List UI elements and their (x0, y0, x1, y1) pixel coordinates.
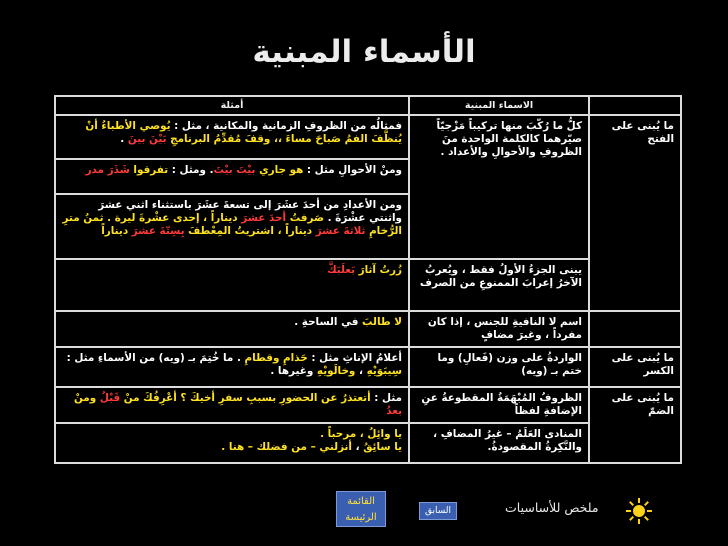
table-row (55, 115, 681, 159)
example-cell: زُرتُ آثارَ بَعلَبَكَّ (55, 259, 409, 311)
sun-icon[interactable] (625, 497, 653, 525)
example-line: يا وائِلُ ، مرحباً . (320, 428, 402, 440)
term-cell: يبنى الجزءُ الأولُ فقط ، ويُعربُ الآخرُ إعرابَ الممنوعِ من الصرف (409, 259, 589, 311)
navigation-bar (0, 491, 728, 541)
main-menu-button[interactable]: القائمة الرئيسة (336, 491, 386, 527)
term-cell: اسم لا النافيةِ للجنس ، إذا كان مفرداً ، وغيرَ مضافٍ (409, 311, 589, 347)
table-row (55, 311, 681, 347)
category-empty (589, 311, 681, 347)
term-cell: المنادى العَلَمُ – غيرُ المضافِ ، والنَّكِرةُ المقصودةُ. (409, 423, 589, 463)
previous-button[interactable]: السابق (419, 502, 457, 520)
category-fath: ما يُبنى على الفتح (589, 115, 681, 311)
header-examples: أمثلة (55, 96, 409, 115)
table-row (55, 387, 681, 423)
category-kasr: ما يُبنى على الكسر (589, 347, 681, 387)
example-line: يا سائِقُ ، أنزلني – من فضلك – هنا . (221, 441, 402, 453)
example-cell (55, 423, 409, 463)
term-cell: الواردةُ على وزن (فَعالِ) وما ختم بـ (ويه) (409, 347, 589, 387)
example-cell: ومنْ الأحوالِ مثل : هو جاري بيْتَ بيْتَ. ومثل : تفرقوا شَذَرَ مدر (55, 159, 409, 194)
table-row (55, 423, 681, 463)
example-cell: فمثالُه من الظروفِ الزمانية والمكانية ، مثل : يُوصي الأطباءُ أنْ يُنظَّفَ الفمُ صَباحَ مساءَ ،، وقفَ مُقدِّمُ البرنامجِ بَيْنَ بينَ . (55, 115, 409, 159)
slide-title: الأسماء المبنية (252, 34, 476, 70)
header-category (589, 96, 681, 115)
example-cell: أعلامُ الإناثِ مثل : حَذامِ وقطامِ . ما خُتِمَ بـ (ويه) من الأسماءِ مثل : سِيبَوَيْهِ ، وخالَويْهِ وغيرها . (55, 347, 409, 387)
term-compound: كلُّ ما رُكّبَ منها تركيباً مَزْجيّاً صيّرهما كالكلمة الواحدة منَ الظروفِ والأحوالِ والأعداد . (409, 115, 589, 259)
category-damm: ما يُبنى على الضمّ (589, 387, 681, 463)
example-cell: ومن الأعدادِ من أحدَ عشَرَ إلى تسعةَ عشَرَ باستثناء اثني عشرَ واثنتي عشْرَةَ . صَرفتُ أحدَ عشرَ ديناراً ، إحدى عشْرةَ ليرة . ثمنُ مترِ الرُّخامِ ثلاثةَ عشرَ ديناراً ، اشتريتُ المِعْطفَ بِسِتّةَ عشرَ ديناراً (55, 194, 409, 259)
built-nouns-table (54, 95, 682, 464)
table-row (55, 259, 681, 311)
table-row (55, 347, 681, 387)
term-cell: الظروفُ المُبْهَمَةُ المقطوعةُ عنِ الإضافةِ لفظاً (409, 387, 589, 423)
example-cell: لا طالبَ في الساحةِ . (55, 311, 409, 347)
header-built-nouns: الاسماء المبنية (409, 96, 589, 115)
table-header-row (55, 96, 681, 115)
summary-link[interactable]: ملخص للأساسيات (505, 500, 599, 515)
example-cell: مثل : أتعتذرُ عن الحضورِ بسببِ سفرِ أخيكَ ؟ أعْرِفُكَ منْ قَبْلُ ومنْ بعدُ (55, 387, 409, 423)
